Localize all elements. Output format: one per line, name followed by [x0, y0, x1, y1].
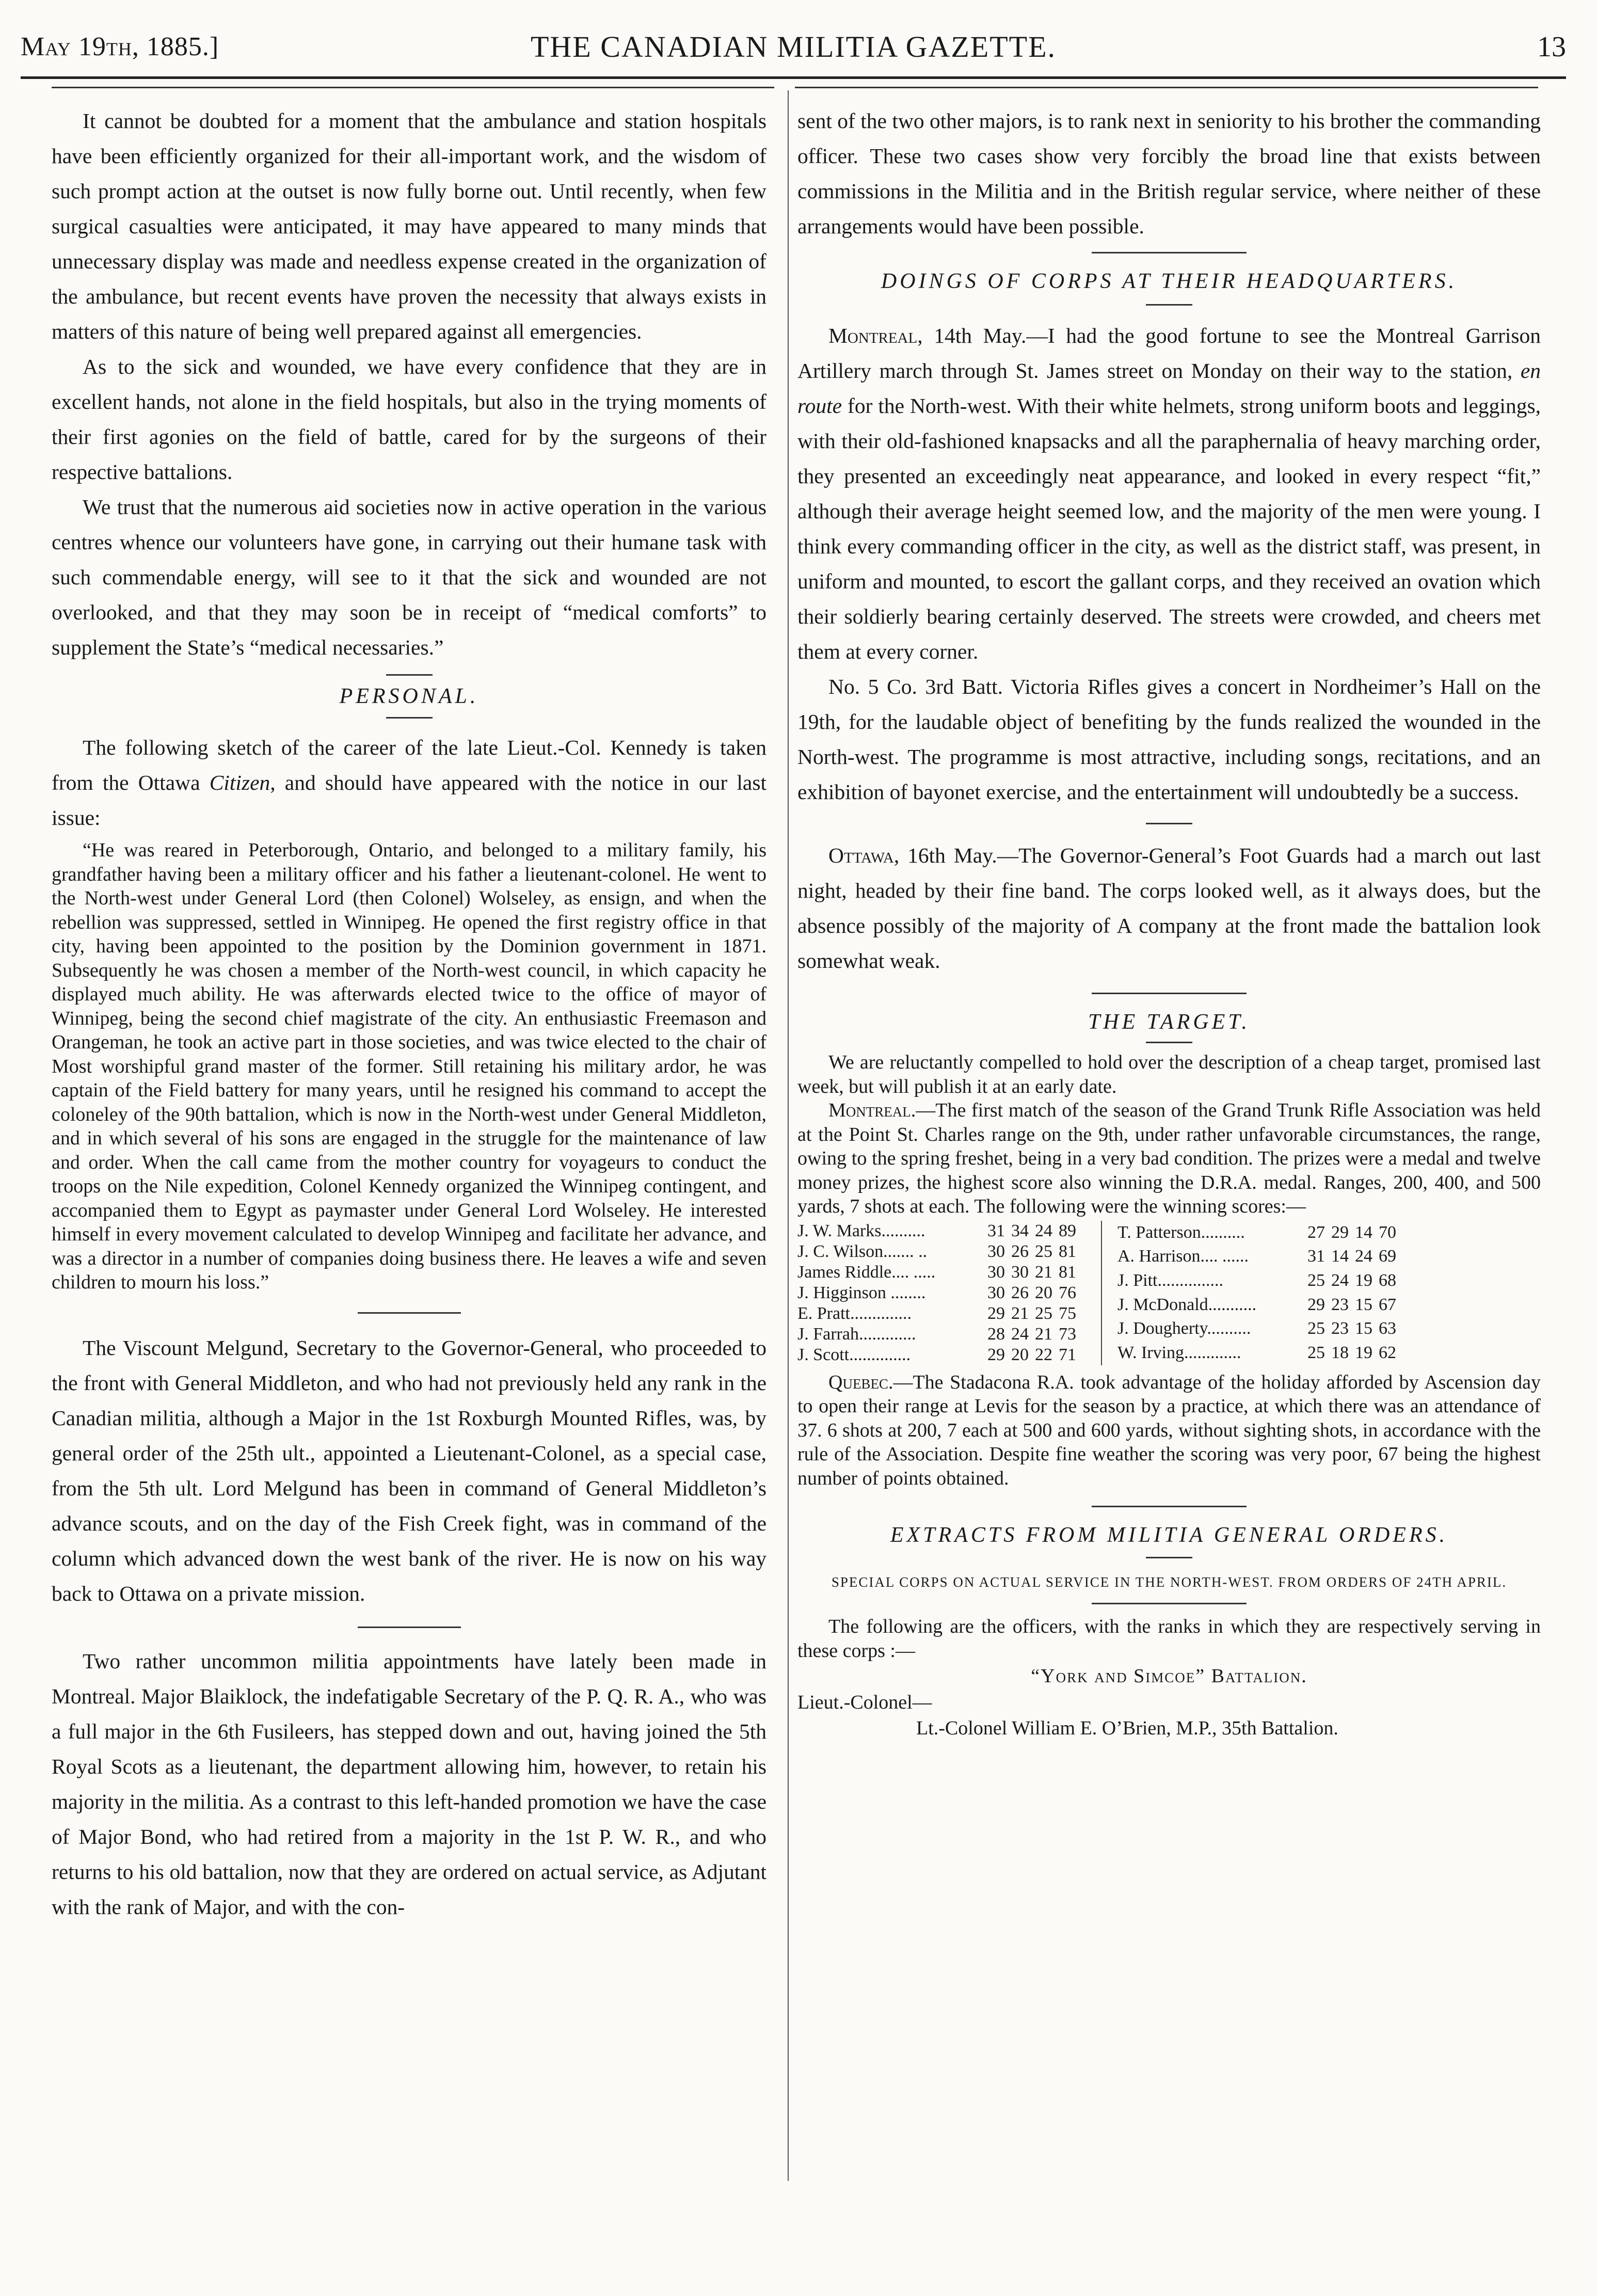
score-400: 26	[1011, 1241, 1029, 1261]
score-400: 14	[1331, 1247, 1349, 1266]
scores-table-right	[1117, 1221, 1402, 1365]
score-400: 18	[1331, 1343, 1349, 1363]
score-500: 24	[1035, 1221, 1052, 1240]
newspaper-title: THE CANADIAN MILITIA GAZETTE.	[530, 30, 1057, 63]
score-500: 24	[1355, 1247, 1372, 1266]
shooter-name: A. Harrison.... ......	[1117, 1247, 1249, 1266]
score-200: 27	[1307, 1222, 1325, 1242]
shooter-name: J. Scott..............	[797, 1345, 911, 1364]
montreal-artillery-paragraph: Montreal, 14th May.—I had the good fortune to see the Montreal Garrison Artillery march through St. James street on Monday on their way to the station, en route for the North-west. With their white helmets, strong uniform boots and leggings, with their old-fashioned knapsacks and all the paraphernalia of heavy marching order, they presented an exceedingly neat appearance, and looked in every respect “fit,” although their average height seemed low, and the majority of the men were young. I think every commanding officer in the city, as well as the district staff, was present, in uniform and mounted, to escort the gallant corps, and they received an ovation which their soldierly bearing certainly deserved. The streets were crowded, and cheers met them at every corner.	[797, 324, 1541, 663]
scores-divider	[1101, 1221, 1102, 1365]
score-200: 31	[987, 1221, 1005, 1240]
score-200: 28	[987, 1324, 1005, 1344]
score-row	[797, 1345, 1082, 1365]
score-200: 25	[1307, 1319, 1325, 1338]
victoria-rifles-paragraph: No. 5 Co. 3rd Batt. Victoria Rifles gives a concert in Nordheimer’s Hall on the 19th, for the laudable object of benefiting by the funds realized the wounded in the North-west. The programme is most attractive, including songs, recitations, and an exhibition of bayonet exercise, and the entertainment will undoubtedly be a success.	[797, 675, 1541, 804]
score-row	[1117, 1317, 1402, 1341]
section-rule	[1092, 252, 1247, 253]
score-400: 30	[1011, 1262, 1029, 1282]
score-total: 89	[1059, 1221, 1076, 1240]
shooter-name: J. C. Wilson....... ..	[797, 1241, 928, 1261]
section-rule	[1092, 1506, 1247, 1507]
score-row	[1117, 1293, 1402, 1317]
score-400: 34	[1011, 1221, 1029, 1240]
right-column-top-rule	[795, 87, 1538, 88]
score-500: 15	[1355, 1295, 1372, 1314]
section-rule	[386, 717, 433, 719]
shooter-name: T. Patterson..........	[1117, 1222, 1245, 1242]
score-500: 20	[1035, 1283, 1052, 1302]
score-200: 29	[987, 1345, 1005, 1364]
score-total: 69	[1379, 1247, 1396, 1266]
score-500: 21	[1035, 1324, 1052, 1344]
quebec-paragraph: Quebec.—The Stadacona R.A. took advantage of the holiday afforded by Ascension day to open their range at Levis for the season by a practice, at which there was an attendance of 37. 6 shots at 200, 7 each at 500 and 600 yards, without sighting shots, in accordance with the rule of the Association. Despite fine weather the scoring was very poor, 67 being the highest number of points obtained.	[797, 1371, 1541, 1489]
score-200: 29	[987, 1303, 1005, 1323]
score-500: 15	[1355, 1319, 1372, 1338]
section-rule	[1092, 1603, 1247, 1604]
shooter-name: J. Farrah.............	[797, 1324, 916, 1344]
score-500: 25	[1035, 1303, 1052, 1323]
page-number: 13	[1537, 31, 1566, 63]
officers-intro: The following are the officers, with the ranks in which they are respectively serving in these corps :—	[797, 1616, 1541, 1662]
score-row	[1117, 1221, 1402, 1245]
grand-trunk-paragraph: Montreal.—The first match of the season of the Grand Trunk Rifle Association was held at the Point St. Charles range on the 9th, under rather unfavorable circumstances, the range, owing to the spring freshet, being in a very bad condition. The prizes were a medal and twelve money prizes, the highest score also winning the D.R.A. medal. Ranges, 200, 400, and 500 yards, 7 shots at each. The following were the winning scores:—	[797, 1099, 1541, 1217]
shooter-name: J. W. Marks..........	[797, 1221, 925, 1240]
appointments-paragraph: Two rather uncommon militia appointments have lately been made in Montreal. Major Blaiklock, the indefatigable Secretary of the P. Q. R. A., who was a full major in the 6th Fusileers, has stepped down and out, having joined the 5th Royal Scots as a lieutenant, the department allowing him, however, to retain his majority in the militia. As a contrast to this left-handed promotion we have the case of Major Bond, who had retired from a majority in the 1st P. W. R., and who returns to his old battalion, now that they are ordered on actual service, as Adjutant with the rank of Major, and with the con-	[52, 1649, 766, 1919]
section-rule	[386, 674, 433, 676]
section-rule	[1092, 993, 1247, 994]
score-500: 21	[1035, 1262, 1052, 1282]
score-total: 81	[1059, 1262, 1076, 1282]
score-total: 63	[1379, 1319, 1396, 1338]
score-total: 81	[1059, 1241, 1076, 1261]
left-column-top-rule	[52, 87, 774, 88]
score-row	[1117, 1245, 1402, 1269]
score-500: 19	[1355, 1343, 1372, 1363]
extracts-heading: EXTRACTS FROM MILITIA GENERAL ORDERS.	[890, 1523, 1448, 1547]
score-500: 22	[1035, 1345, 1052, 1364]
score-total: 62	[1379, 1343, 1396, 1363]
left-column	[52, 103, 766, 1924]
score-200: 30	[987, 1241, 1005, 1261]
score-total: 71	[1059, 1345, 1076, 1364]
section-rule	[1146, 1042, 1192, 1043]
score-400: 23	[1331, 1319, 1349, 1338]
score-total: 76	[1059, 1283, 1076, 1302]
score-row	[797, 1283, 1082, 1303]
score-total: 70	[1379, 1222, 1396, 1242]
score-row	[797, 1241, 1082, 1262]
lieut-colonel-name: Lt.-Colonel William E. O’Brien, M.P., 35th Battalion.	[916, 1717, 1338, 1739]
score-row	[1117, 1269, 1402, 1293]
kennedy-intro-paragraph: The following sketch of the career of the late Lieut.-Col. Kennedy is taken from the Ottawa Citizen, and should have appeared with the notice in our last issue:	[52, 736, 767, 830]
score-400: 24	[1331, 1271, 1349, 1290]
score-total: 73	[1059, 1324, 1076, 1344]
score-500: 19	[1355, 1271, 1372, 1290]
shooter-name: J. Higginson ........	[797, 1283, 926, 1302]
score-200: 31	[1307, 1247, 1325, 1266]
score-400: 26	[1011, 1283, 1029, 1302]
shooter-name: E. Pratt..............	[797, 1303, 912, 1323]
score-row	[797, 1324, 1082, 1345]
ambulance-paragraph: It cannot be doubted for a moment that the ambulance and station hospitals have been efficiently organized for their all-important work, and the wisdom of such prompt action at the outset is now fully borne out. Until recently, when few surgical casualties were anticipated, it may have appeared to many minds that unnecessary display was made and needless expense created in the organization of the ambulance, but recent events have proven the necessity that always exists in matters of this nature of being well prepared against all emergencies.	[52, 109, 766, 343]
score-200: 25	[1307, 1271, 1325, 1290]
section-rule	[1146, 823, 1192, 824]
score-200: 30	[987, 1283, 1005, 1302]
shooter-name: James Riddle.... .....	[797, 1262, 936, 1282]
shooter-name: J. Pitt...............	[1117, 1271, 1223, 1290]
score-400: 29	[1331, 1222, 1349, 1242]
section-rule	[358, 1312, 461, 1314]
masthead-rule	[21, 76, 1566, 79]
score-400: 21	[1011, 1303, 1029, 1323]
score-200: 30	[987, 1262, 1005, 1282]
section-rule	[1146, 1557, 1192, 1558]
section-rule	[1146, 304, 1192, 306]
ottawa-paragraph: Ottawa, 16th May.—The Governor-General’s Foot Guards had a march out last night, headed by their fine band. The corps looked well, as it always does, but the absence possibly of the majority of A company at the front made the battalion look somewhat weak.	[797, 843, 1541, 972]
sick-wounded-paragraph: As to the sick and wounded, we have every confidence that they are in excellent hands, not alone in the field hospitals, but also in the trying moments of their first agonies on the field of battle, cared for by the surgeons of their respective battalions.	[52, 355, 766, 484]
shooter-name: J. McDonald...........	[1117, 1295, 1257, 1314]
melgund-paragraph: The Viscount Melgund, Secretary to the Governor-General, who proceeded to the front with General Middleton, and who had not previously held any rank in the Canadian militia, although a Major in the 1st Roxburgh Mounted Rifles, was, by general order of the 25th ult., appointed a Lieutenant-Colonel, as a special case, from the 5th ult. Lord Melgund has been in command of General Middleton’s advance scouts, and on the day of the Fish Creek fight, was in command of the column which advanced down the west bank of the river. He is now on his way back to Ottawa on a private mission.	[52, 1335, 766, 1605]
score-400: 20	[1011, 1345, 1029, 1364]
section-rule	[358, 1627, 461, 1628]
right-column	[797, 103, 1541, 1741]
score-200: 25	[1307, 1343, 1325, 1363]
score-total: 67	[1379, 1295, 1396, 1314]
column-divider	[788, 90, 789, 2181]
score-total: 68	[1379, 1271, 1396, 1290]
target-heading: THE TARGET.	[1088, 1010, 1251, 1034]
doings-heading: DOINGS OF CORPS AT THEIR HEADQUARTERS.	[881, 269, 1458, 293]
shooter-name: W. Irving.............	[1117, 1343, 1241, 1363]
score-400: 24	[1011, 1324, 1029, 1344]
kennedy-quote: “He was reared in Peterborough, Ontario, and belonged to a military family, his grandfather having been a military officer and his father a lieutenant-colonel. He went to the North-west under General Lord (then Colonel) Wolseley, as ensign, and when the rebellion was suppressed, settled in Winnipeg. He opened the first registry office in that city, having been appointed to the position by the Dominion government in 1871. Subsequently he was chosen a member of the North-west council, in which capacity he displayed much ability. He was afterwards elected twice to the office of mayor of Winnipeg, being the second chief magistrate of the city. An enthusiastic Freemason and Orangeman, he took an active part in those societies, and was twice elected to the chair of Most worshipful grand master of the former. Still retaining his military ardor, he was captain of the Field battery for many years, until he resigned his command to accept the coloneley of the 90th battalion, which is now in the North-west under General Middleton, and in which several of his sons are engaged in the struggle for the maintenance of law and order. When the call came from the mother country for voyageurs to conduct the troops on the Nile expedition, Colonel Kennedy organized the Winnipeg contingent, and accompanied them to Egypt as paymaster under General Lord Wolseley. He interested himself in every movement calculated to develop Winnipeg and facilitate her advance, and was a director in a number of companies doing business there. He leaves a wife and seven children to mourn his loss.”	[52, 839, 766, 1293]
aid-societies-paragraph: We trust that the numerous aid societies now in active operation in the various centres whence our volunteers have gone, in carrying out their humane task with such commendable energy, will see to it that the sick and wounded are not overlooked, and that they may soon be in receipt of “medical comforts” to supplement the State’s “medical necessaries.”	[52, 495, 766, 659]
target-note-paragraph: We are reluctantly compelled to hold over the description of a cheap target, promised last week, but will publish it at an early date.	[797, 1051, 1541, 1097]
winning-scores	[797, 1221, 1541, 1365]
score-row	[797, 1262, 1082, 1283]
score-500: 14	[1355, 1222, 1372, 1242]
masthead	[21, 28, 1566, 70]
scores-table-left	[797, 1221, 1082, 1365]
score-row	[797, 1303, 1082, 1324]
issue-date: May 19th, 1885.]	[21, 32, 219, 61]
personal-heading: PERSONAL.	[339, 684, 479, 708]
special-corps-subheading: SPECIAL CORPS ON ACTUAL SERVICE IN THE NORTH-WEST. FROM ORDERS OF 24TH APRIL.	[831, 1574, 1507, 1590]
shooter-name: J. Dougherty..........	[1117, 1319, 1251, 1338]
score-200: 29	[1307, 1295, 1325, 1314]
score-400: 23	[1331, 1295, 1349, 1314]
lieut-colonel-label: Lieut.-Colonel—	[797, 1692, 932, 1713]
score-500: 25	[1035, 1241, 1052, 1261]
battalion-name: “York and Simcoe” Battalion.	[1031, 1665, 1307, 1687]
score-total: 75	[1059, 1303, 1076, 1323]
appointments-continuation: sent of the two other majors, is to rank next in seniority to his brother the commanding officer. These two cases show very forcibly the broad line that exists between commissions in the Militia and in the British regular service, where neither of these arrangements would have been possible.	[797, 109, 1541, 238]
score-row	[797, 1221, 1082, 1241]
score-row	[1117, 1341, 1402, 1365]
